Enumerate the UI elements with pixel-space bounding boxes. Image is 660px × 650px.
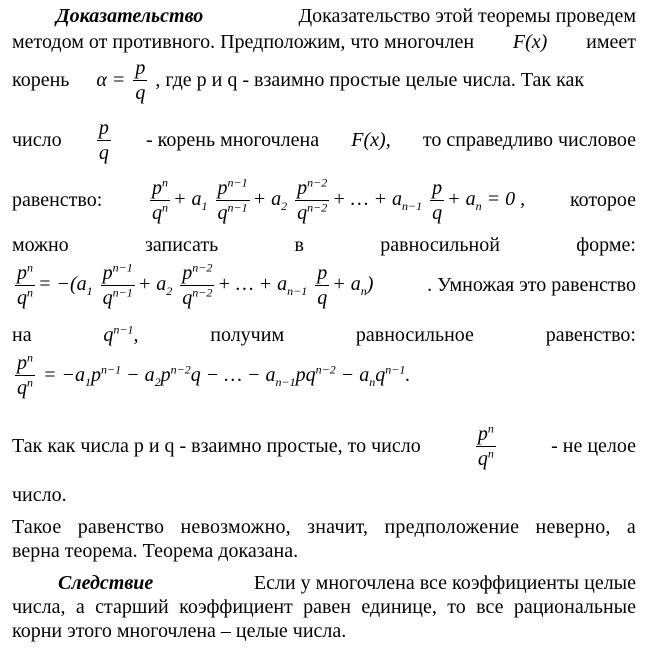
proof-line-5-end: которое — [569, 189, 636, 211]
word: можно — [12, 234, 69, 256]
fraction-denominator: q — [98, 142, 109, 164]
fx-symbol: F(x) — [512, 31, 548, 53]
proof-line-2-end: имеет — [586, 31, 636, 53]
corollary-line-1-text: Если у многочлена все коэффициенты целые — [253, 572, 636, 594]
proof-line-12 — [12, 515, 636, 539]
fraction-numerator: p — [98, 117, 109, 139]
proof-line-3-start: корень — [12, 69, 70, 91]
proof-line-13: верна теорема. Теорема доказана. — [12, 540, 299, 562]
word: получим — [210, 324, 285, 346]
pn-over-qn-fraction: $\frac{p^n}{q^n}$ — [477, 421, 494, 470]
proof-line-1 — [12, 4, 636, 28]
alpha-symbol: α = — [96, 69, 126, 91]
proof-line-10 — [12, 421, 636, 470]
final-equation: $\frac{p^n}{q^n}$ = $-a_1p^{n-1} - a_2p^{n-2}q$ − … − $a_{n-1}pq^{n-2} - a_nq^{n-1}$. — [17, 350, 411, 399]
polynomial-equation: $\frac{p^n}{q^n}$ + $a_1$ $\frac{p^{n-1}}{q^{n-1}}$ + $a_2$ $\frac{p^{n-2}}{q^{n-2}}$ + … + $a_{n-1}$ $\frac{p}{q}$ + $a_n = 0$ , — [152, 175, 526, 224]
proof-line-3 — [12, 58, 584, 103]
proof-line-5-start: равенство: — [12, 189, 103, 211]
proof-line-4-end: то справедливо числовое — [422, 129, 636, 151]
fraction-denominator: q — [135, 82, 146, 104]
proof-line-6 — [12, 233, 636, 257]
proof-line-11: число. — [12, 484, 67, 506]
corollary-line-1 — [12, 571, 636, 595]
proof-line-5 — [12, 175, 636, 224]
proof-line-10-start: Так как числа p и q - взаимно простые, то число — [12, 435, 421, 457]
proof-line-4-start: число — [12, 129, 62, 151]
word: в — [294, 234, 304, 256]
proof-line-3-rest: , где p и q - взаимно простые целые числа. Так как — [155, 69, 585, 91]
corollary-line-3: корни этого многочлена – целые числа. — [12, 620, 347, 642]
p-over-q-fraction — [97, 118, 111, 163]
proof-line-2-text: методом от противного. Предположим, что многочлен — [12, 31, 475, 53]
alpha-fraction — [133, 58, 147, 103]
proof-line-8 — [12, 323, 636, 347]
fraction-numerator: p — [135, 57, 146, 79]
proof-line-9 — [12, 352, 410, 398]
word: равенство: — [545, 324, 636, 346]
proof-line-4-mid: - корень многочлена — [146, 129, 320, 151]
corollary-label: Следствие — [58, 572, 154, 594]
proof-line-4 — [12, 118, 636, 163]
word: на — [12, 324, 32, 346]
word: форме: — [576, 234, 636, 256]
fx-symbol: F(x), — [351, 129, 391, 151]
word: равносильной — [380, 234, 500, 256]
word: записать — [144, 234, 219, 256]
proof-line-2 — [12, 30, 636, 54]
corollary-line-2: числа, а старший коэффициент равен единице, то все рациональные — [12, 596, 636, 618]
proof-line-7-end: . Умножая это равенство — [427, 274, 636, 296]
word: равносильное — [355, 324, 474, 346]
proof-line-1-text: Доказательство этой теоремы проведем — [298, 5, 636, 27]
proof-label: Доказательство — [56, 5, 204, 27]
equivalent-form-equation: $\frac{p^n}{q^n}$ = $-(a_1$ $\frac{p^{n-1}}{q^{n-1}}$ + $a_2$ $\frac{p^{n-2}}{q^{n-2}}$ + … + $a_{n-1}$ $\frac{p}{q}$ + $a_n$) — [17, 260, 374, 309]
proof-line-12-text: Такое равенство невозможно, значит, предположение неверно, а — [12, 516, 636, 538]
proof-line-10-end: - не целое — [551, 435, 636, 457]
proof-line-7 — [12, 260, 636, 309]
q-power: $q^{n-1}$, — [103, 322, 139, 346]
